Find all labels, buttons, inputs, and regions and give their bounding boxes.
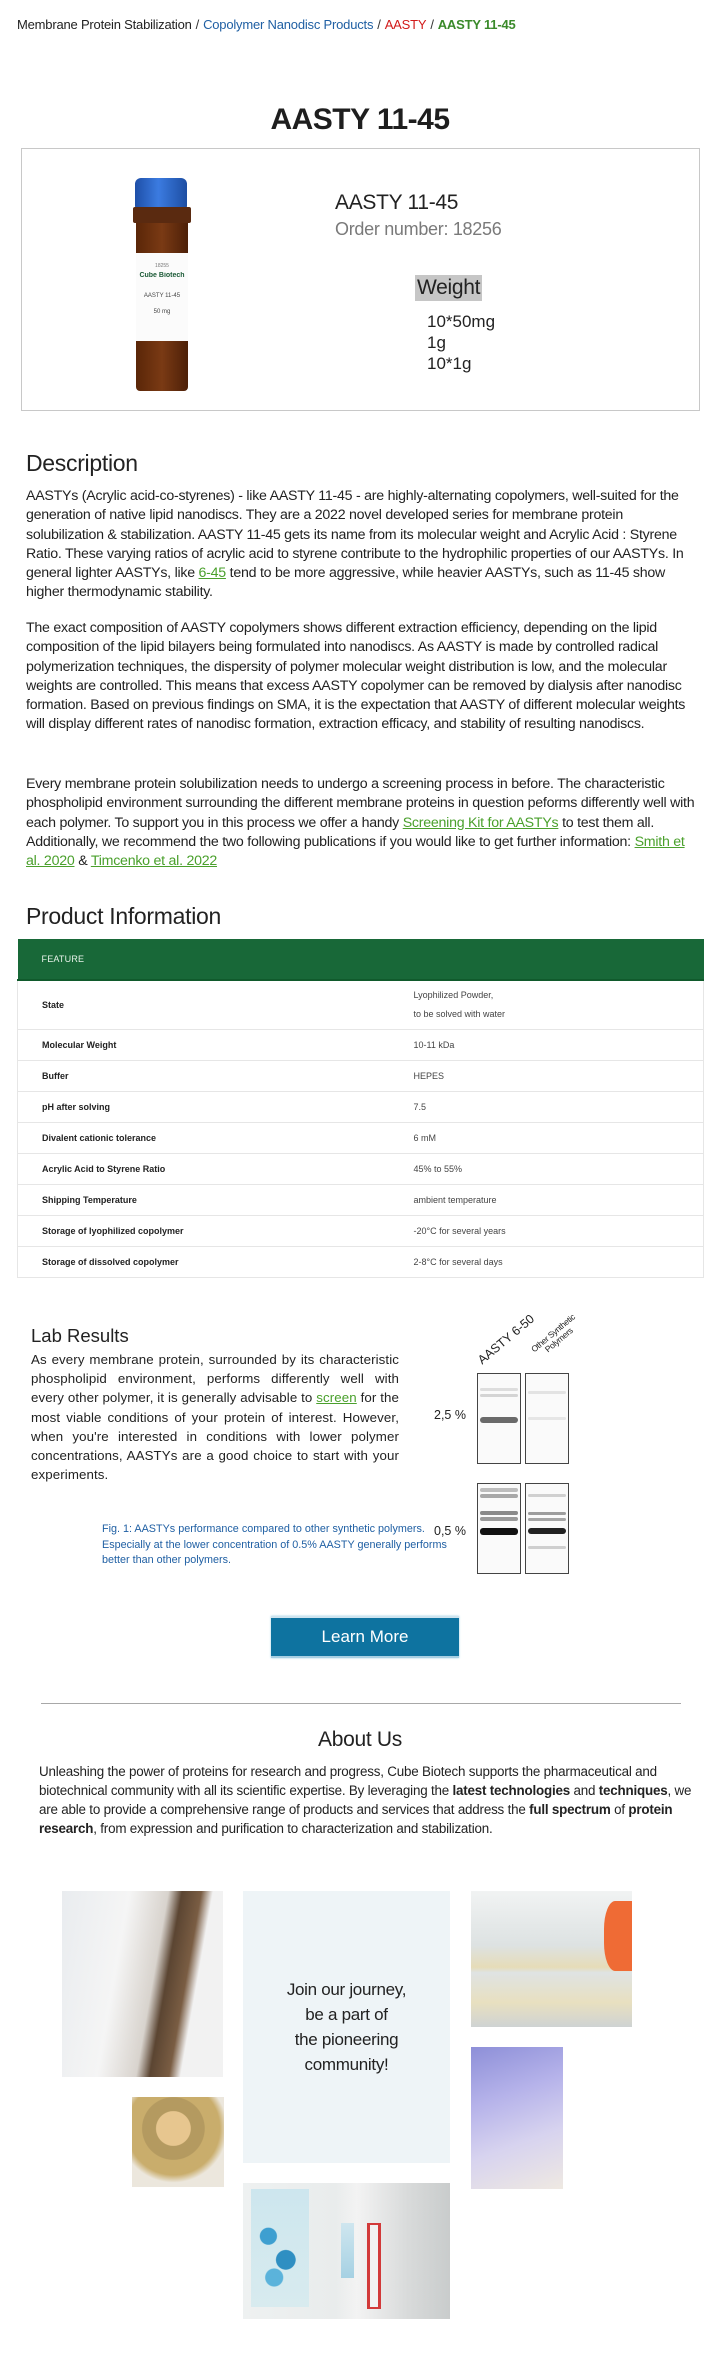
blot-band	[480, 1528, 518, 1535]
lane-label-aasty: AASTY 6-50	[475, 1311, 538, 1367]
scientist-microscope-image	[62, 1891, 223, 2077]
feature-cell: State	[18, 980, 414, 1029]
vial-cap	[135, 178, 187, 208]
join-line: be a part of	[305, 2005, 388, 2024]
table-row	[18, 1029, 704, 1060]
blot-band	[480, 1417, 518, 1423]
feature-cell: Acrylic Acid to Styrene Ratio	[18, 1153, 414, 1184]
product-vial-image	[131, 178, 193, 391]
blot-band	[528, 1546, 566, 1549]
table-row	[18, 980, 704, 1029]
text: Unleashing the power of proteins for research and progress, Cube Biotech supports the pharmaceutical and biotechnical community with all its scientific expertise. By leveraging the	[39, 1764, 657, 1798]
join-community-box	[243, 1891, 450, 2163]
gel-image	[471, 2047, 563, 2189]
value-cell: -20°C for several years	[414, 1215, 704, 1246]
join-community-text	[287, 1977, 406, 2077]
concentration-label-high: 2,5 %	[434, 1408, 466, 1422]
blot-band	[480, 1494, 518, 1498]
vial-neck	[133, 207, 191, 223]
breadcrumb-item-copolymer-nanodisc-products[interactable]: Copolymer Nanodisc Products	[203, 17, 374, 32]
blot-lane-other-2-5	[525, 1373, 569, 1464]
lane-label-other-polymers: Other Synthetic Polymers	[529, 1311, 577, 1355]
table-header-feature: FEATURE	[18, 939, 704, 980]
join-line: Join our journey,	[286, 1980, 407, 1999]
breadcrumb	[17, 17, 516, 32]
feature-cell: pH after solving	[18, 1091, 414, 1122]
page-title: AASTY 11-45	[270, 103, 450, 136]
emphasis: full spectrum	[529, 1802, 611, 1817]
text: As every membrane protein, surrounded by its characteristic phospholipid environment, performs differently well with every other polymer, it is generally advisable to	[31, 1352, 399, 1406]
blot-band	[528, 1494, 566, 1497]
feature-cell: Storage of dissolved copolymer	[18, 1246, 414, 1277]
screening-kit-link[interactable]: Screening Kit for AASTYs	[402, 814, 559, 831]
about-us-text	[39, 1762, 699, 1838]
blot-band	[528, 1518, 566, 1521]
value-line: to be solved with water	[413, 1009, 506, 1020]
breadcrumb-current: AASTY 11-45	[437, 17, 516, 32]
table-row	[18, 1060, 704, 1091]
table-row	[18, 1184, 704, 1215]
text: of	[610, 1802, 629, 1817]
text: for the most viable conditions of your protein of interest. However, when you're interested in conditions with lower polymer concentrations, AASTYs are a good choice to start with your experiments.	[31, 1390, 399, 1483]
blot-band	[480, 1488, 518, 1492]
door	[367, 2223, 381, 2309]
vial-label-code: 18255	[155, 263, 169, 269]
emphasis: latest technologies	[452, 1783, 570, 1798]
vial-label	[136, 253, 188, 341]
description-paragraph-1	[26, 487, 702, 603]
flask-image	[132, 2097, 224, 2187]
feature-cell: Molecular Weight	[18, 1029, 414, 1060]
description-paragraph-2: The exact composition of AASTY copolymers shows different extraction efficiency, depending on the lipid composition of the lipid bilayers being formulated into nanodiscs. As AASTY is made by controlled radical polymerization techniques, the dispersity of polymer molecular weight distribution is low, and the molecular weights are controlled. This means that excess AASTY copolymer can be removed by dialysis after nanodisc formation. Based on previous findings on SMA, it is the expectation that AASTY of different molecular weights will display different rates of nanodisc formation, extraction efficacy, and stability of resulting nanodiscs.	[26, 620, 686, 733]
blot-band	[528, 1391, 566, 1394]
join-line: community!	[304, 2055, 389, 2074]
breadcrumb-item-membrane-protein-stabilization[interactable]: Membrane Protein Stabilization	[17, 17, 192, 32]
table-row	[18, 1246, 704, 1277]
description-heading: Description	[26, 450, 138, 476]
product-information-heading: Product Information	[26, 903, 222, 929]
emphasis: techniques	[598, 1783, 668, 1798]
smith-2020-link[interactable]: Smith et al. 2020	[26, 833, 685, 870]
text: , from expression and purification to characterization and stabilization.	[93, 1821, 493, 1836]
value-cell: 2-8°C for several days	[414, 1246, 704, 1277]
figure-caption: Fig. 1: AASTYs performance compared to other synthetic polymers. Especially at the lower concentration of 0.5% AASTY generally performs better than other polymers.	[102, 1523, 447, 1566]
join-line: the pioneering	[294, 2030, 399, 2049]
feature-cell: Shipping Temperature	[18, 1184, 414, 1215]
blot-band	[528, 1512, 566, 1515]
blot-band	[528, 1417, 566, 1420]
product-card	[21, 148, 700, 411]
culture-flasks-image	[471, 1891, 632, 2027]
description-paragraph-3	[26, 775, 702, 871]
vial-label-brand: Cube Biotech	[139, 272, 185, 279]
breadcrumb-separator: /	[195, 17, 200, 32]
product-information-table	[17, 939, 704, 1278]
value-cell: 10-11 kDa	[414, 1029, 704, 1060]
concentration-label-low: 0,5 %	[434, 1524, 466, 1538]
text: , we are able to provide a comprehensive range of products and services that address the	[39, 1783, 692, 1817]
feature-cell: Buffer	[18, 1060, 414, 1091]
blot-band	[480, 1511, 518, 1515]
table-row	[18, 1122, 704, 1153]
blot-lane-other-0-5	[525, 1483, 569, 1574]
table-row	[18, 1153, 704, 1184]
weight-option[interactable]: 10*1g	[427, 354, 472, 373]
lab-results-text	[31, 1350, 399, 1484]
blot-band	[528, 1528, 566, 1534]
blot-band	[480, 1388, 518, 1391]
table-row	[18, 1091, 704, 1122]
hallway-image	[243, 2183, 450, 2319]
text: &	[74, 853, 91, 870]
value-cell: 7.5	[414, 1091, 704, 1122]
blot-band	[480, 1517, 518, 1521]
weight-options	[427, 311, 495, 374]
blot-lane-aasty-0-5	[477, 1483, 521, 1574]
product-name: AASTY 11-45	[335, 191, 459, 214]
weight-label: Weight	[417, 276, 481, 299]
aasty-6-45-link[interactable]: 6-45	[198, 565, 226, 582]
value-cell: HEPES	[414, 1060, 704, 1091]
blot-band	[480, 1394, 518, 1397]
breadcrumb-separator: /	[377, 17, 381, 32]
value-cell: 6 mM	[414, 1122, 704, 1153]
emphasis: protein research	[39, 1802, 673, 1836]
breadcrumb-item-aasty[interactable]: AASTY	[384, 17, 427, 32]
timcenko-2022-link[interactable]: Timcenko et al. 2022	[90, 853, 218, 870]
text: tend to be more aggressive, while heavier AASTYs, such as 11-45 show higher thermodynamic stability.	[26, 565, 666, 601]
text: AASTYs (Acrylic acid-co-styrenes) - like AASTY 11-45 - are highly-alternating copolymers, well-suited for the generation of native lipid nanodiscs. They are a 2022 novel developed series for membrane protein solubilization & stabilization. AASTY 11-45 gets its name from its molecular weight and Acrylic Acid : Styrene Ratio. These varying ratios of acrylic acid to styrene contribute to the hydrophilic properties of our AASTYs. In general lighter AASTYs, like	[26, 488, 684, 582]
weight-option[interactable]: 10*50mg	[427, 312, 496, 331]
value-cell: ambient temperature	[414, 1184, 704, 1215]
vial-label-amount: 50 mg	[153, 309, 171, 315]
value-line: Lyophilized Powder,	[413, 990, 494, 1001]
blot-lane-aasty-2-5	[477, 1373, 521, 1464]
text: Every membrane protein solubilization needs to undergo a screening process in before. The characteristic phospholipid environment surrounding the different membrane proteins in question peforms differently well with each polymer. To support you in this process we offer a handy	[26, 776, 695, 831]
order-number: Order number: 18256	[335, 219, 502, 239]
weight-option[interactable]: 1g	[427, 333, 446, 352]
value-cell: 45% to 55%	[414, 1153, 704, 1184]
western-blot-figure	[420, 1290, 600, 1570]
lab-results-heading: Lab Results	[31, 1325, 129, 1346]
feature-cell: Storage of lyophilized copolymer	[18, 1215, 414, 1246]
feature-cell: Divalent cationic tolerance	[18, 1122, 414, 1153]
vial-label-product: AASTY 11-45	[143, 293, 181, 299]
learn-more-button[interactable]: Learn More	[271, 1616, 459, 1658]
table-header-row	[18, 939, 704, 980]
value-cell	[414, 980, 704, 1029]
table-row	[18, 1215, 704, 1246]
section-divider	[41, 1703, 681, 1704]
screen-link[interactable]: screen	[316, 1390, 357, 1406]
text: to test them all. Additionally, we recommend the two following publications if you would like to get further information:	[26, 814, 655, 850]
text: and	[570, 1783, 599, 1798]
poster-art	[251, 2189, 309, 2307]
poster-art	[341, 2223, 354, 2278]
breadcrumb-separator: /	[430, 17, 434, 32]
about-us-heading: About Us	[318, 1728, 402, 1751]
